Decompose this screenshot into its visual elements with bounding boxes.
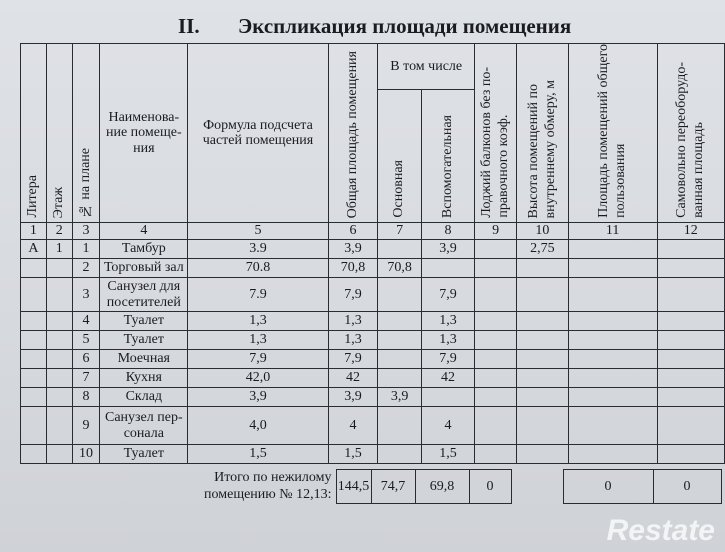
cell-height: 2,75: [517, 240, 569, 259]
col-number: 9: [475, 223, 517, 240]
cell-height: [517, 259, 569, 278]
cell-litera: [21, 445, 47, 464]
title-text: Экспликация площади помещения: [238, 14, 572, 38]
cell-no: 10: [72, 445, 100, 464]
cell-name: Склад: [100, 388, 188, 407]
cell-litera: [21, 407, 47, 445]
cell-total: 1,5: [328, 445, 378, 464]
col-number: 3: [72, 223, 100, 240]
header-etazh: Этаж: [46, 44, 72, 223]
cell-common: [568, 331, 657, 350]
total-gap: [511, 470, 563, 504]
cell-formula: 3,9: [188, 388, 329, 407]
cell-formula: 42,0: [188, 369, 329, 388]
cell-etazh: [46, 350, 72, 369]
cell-etazh: [46, 331, 72, 350]
cell-etazh: [46, 259, 72, 278]
total-common: 0: [563, 470, 653, 504]
cell-no: 8: [72, 388, 100, 407]
cell-litera: [21, 259, 47, 278]
total-aux: 69,8: [415, 470, 469, 504]
table-row: [21, 240, 725, 259]
table-row: [21, 312, 725, 331]
cell-litera: [21, 331, 47, 350]
cell-main: [378, 240, 422, 259]
cell-main: [378, 312, 422, 331]
cell-aux: [421, 259, 474, 278]
cell-main: [378, 369, 422, 388]
cell-loggia: [475, 240, 517, 259]
cell-no: 3: [72, 278, 100, 312]
cell-main: [378, 331, 422, 350]
cell-main: [378, 407, 422, 445]
total-table: [196, 469, 722, 504]
cell-formula: 1,3: [188, 331, 329, 350]
cell-total: 42: [328, 369, 378, 388]
total-loggia: 0: [469, 470, 511, 504]
cell-common: [568, 369, 657, 388]
col-number: 2: [46, 223, 72, 240]
cell-name: Торговый зал: [100, 259, 188, 278]
cell-main: [378, 278, 422, 312]
header-rebuilt: Самовольно переоборудо- ванная площадь: [657, 44, 724, 223]
cell-etazh: [46, 278, 72, 312]
cell-rebuilt: [657, 312, 724, 331]
table-row: [21, 388, 725, 407]
cell-litera: А: [21, 240, 47, 259]
cell-loggia: [475, 388, 517, 407]
cell-rebuilt: [657, 369, 724, 388]
cell-aux: 4: [421, 407, 474, 445]
cell-loggia: [475, 350, 517, 369]
cell-common: [568, 278, 657, 312]
col-number: 10: [517, 223, 569, 240]
cell-etazh: [46, 388, 72, 407]
cell-loggia: [475, 331, 517, 350]
cell-no: 7: [72, 369, 100, 388]
cell-etazh: 1: [46, 240, 72, 259]
cell-no: 9: [72, 407, 100, 445]
cell-loggia: [475, 259, 517, 278]
cell-etazh: [46, 369, 72, 388]
cell-aux: 1,3: [421, 331, 474, 350]
cell-height: [517, 350, 569, 369]
cell-loggia: [475, 445, 517, 464]
cell-name: Кухня: [100, 369, 188, 388]
cell-height: [517, 407, 569, 445]
cell-common: [568, 388, 657, 407]
col-number: 12: [657, 223, 724, 240]
header-incl: В том числе: [378, 44, 475, 90]
cell-common: [568, 407, 657, 445]
cell-no: 5: [72, 331, 100, 350]
cell-formula: 4,0: [188, 407, 329, 445]
cell-formula: 70.8: [188, 259, 329, 278]
table-row: [21, 259, 725, 278]
col-number: 5: [188, 223, 329, 240]
header-aux: Вспомогательная: [421, 90, 474, 223]
cell-name: Туалет: [100, 445, 188, 464]
cell-height: [517, 369, 569, 388]
cell-aux: 1,3: [421, 312, 474, 331]
cell-litera: [21, 369, 47, 388]
cell-total: 3,9: [328, 240, 378, 259]
cell-formula: 7.9: [188, 278, 329, 312]
cell-no: 1: [72, 240, 100, 259]
cell-formula: 1,3: [188, 312, 329, 331]
cell-aux: 3,9: [421, 240, 474, 259]
total-area: 144,5: [336, 470, 371, 504]
cell-formula: 3.9: [188, 240, 329, 259]
cell-formula: 1,5: [188, 445, 329, 464]
cell-total: 7,9: [328, 278, 378, 312]
cell-total: 1,3: [328, 331, 378, 350]
cell-height: [517, 388, 569, 407]
cell-etazh: [46, 445, 72, 464]
cell-name: Тамбур: [100, 240, 188, 259]
cell-height: [517, 445, 569, 464]
cell-aux: 7,9: [421, 350, 474, 369]
col-number: 4: [100, 223, 188, 240]
table-row: [21, 407, 725, 445]
cell-total: 4: [328, 407, 378, 445]
cell-no: 2: [72, 259, 100, 278]
header-loggia: Лоджий балконов без по- правочного коэф.: [475, 44, 517, 223]
cell-litera: [21, 278, 47, 312]
column-number-row: [21, 223, 725, 240]
cell-height: [517, 278, 569, 312]
cell-aux: 7,9: [421, 278, 474, 312]
cell-no: 4: [72, 312, 100, 331]
header-litera: Литера: [21, 44, 47, 223]
header-total-area: Общая площадь помещения: [328, 44, 378, 223]
table-row: [21, 369, 725, 388]
cell-loggia: [475, 407, 517, 445]
cell-name: Моечная: [100, 350, 188, 369]
total-label: Итого по нежилому помещению № 12,13:: [204, 469, 332, 502]
cell-loggia: [475, 369, 517, 388]
cell-litera: [21, 388, 47, 407]
cell-rebuilt: [657, 278, 724, 312]
cell-rebuilt: [657, 445, 724, 464]
table-row: [21, 331, 725, 350]
watermark-logo: Restate: [606, 514, 715, 547]
header-formula: Формула подсчета частей помещения: [188, 44, 329, 223]
cell-height: [517, 331, 569, 350]
cell-loggia: [475, 312, 517, 331]
cell-etazh: [46, 407, 72, 445]
cell-main: 70,8: [378, 259, 422, 278]
cell-litera: [21, 350, 47, 369]
cell-rebuilt: [657, 407, 724, 445]
total-rebuilt: 0: [653, 470, 721, 504]
total-row: [196, 470, 721, 504]
cell-height: [517, 312, 569, 331]
cell-common: [568, 312, 657, 331]
cell-rebuilt: [657, 240, 724, 259]
cell-common: [568, 445, 657, 464]
cell-aux: 42: [421, 369, 474, 388]
cell-common: [568, 350, 657, 369]
cell-aux: 1,5: [421, 445, 474, 464]
cell-no: 6: [72, 350, 100, 369]
explication-table: [20, 43, 725, 464]
col-number: 6: [328, 223, 378, 240]
cell-aux: [421, 388, 474, 407]
header-common: Площадь помещений общего пользования: [568, 44, 657, 223]
cell-total: 1,3: [328, 312, 378, 331]
cell-total: 70,8: [328, 259, 378, 278]
col-number: 1: [21, 223, 47, 240]
cell-formula: 7,9: [188, 350, 329, 369]
table-row: [21, 350, 725, 369]
cell-main: [378, 445, 422, 464]
table-row: [21, 445, 725, 464]
header-main: Основная: [378, 90, 422, 223]
title-number: II.: [178, 14, 200, 38]
table-row: [21, 278, 725, 312]
header-height: Высота помещений по внутреннему обмеру, м: [517, 44, 569, 223]
col-number: 8: [421, 223, 474, 240]
col-number: 11: [568, 223, 657, 240]
cell-rebuilt: [657, 331, 724, 350]
cell-rebuilt: [657, 388, 724, 407]
cell-common: [568, 259, 657, 278]
cell-name: Санузел пер- сонала: [100, 407, 188, 445]
cell-rebuilt: [657, 259, 724, 278]
header-name: Наименова- ние помеще- ния: [100, 44, 188, 223]
cell-name: Туалет: [100, 312, 188, 331]
cell-litera: [21, 312, 47, 331]
header-no: № на плане: [72, 44, 100, 223]
cell-main: [378, 350, 422, 369]
cell-etazh: [46, 312, 72, 331]
cell-name: Туалет: [100, 331, 188, 350]
table-body: [21, 240, 725, 464]
cell-total: 3,9: [328, 388, 378, 407]
cell-name: Санузел для посетителей: [100, 278, 188, 312]
cell-loggia: [475, 278, 517, 312]
cell-common: [568, 240, 657, 259]
cell-main: 3,9: [378, 388, 422, 407]
cell-rebuilt: [657, 350, 724, 369]
cell-total: 7,9: [328, 350, 378, 369]
col-number: 7: [378, 223, 422, 240]
total-main: 74,7: [371, 470, 415, 504]
header-row-1: [21, 44, 725, 90]
